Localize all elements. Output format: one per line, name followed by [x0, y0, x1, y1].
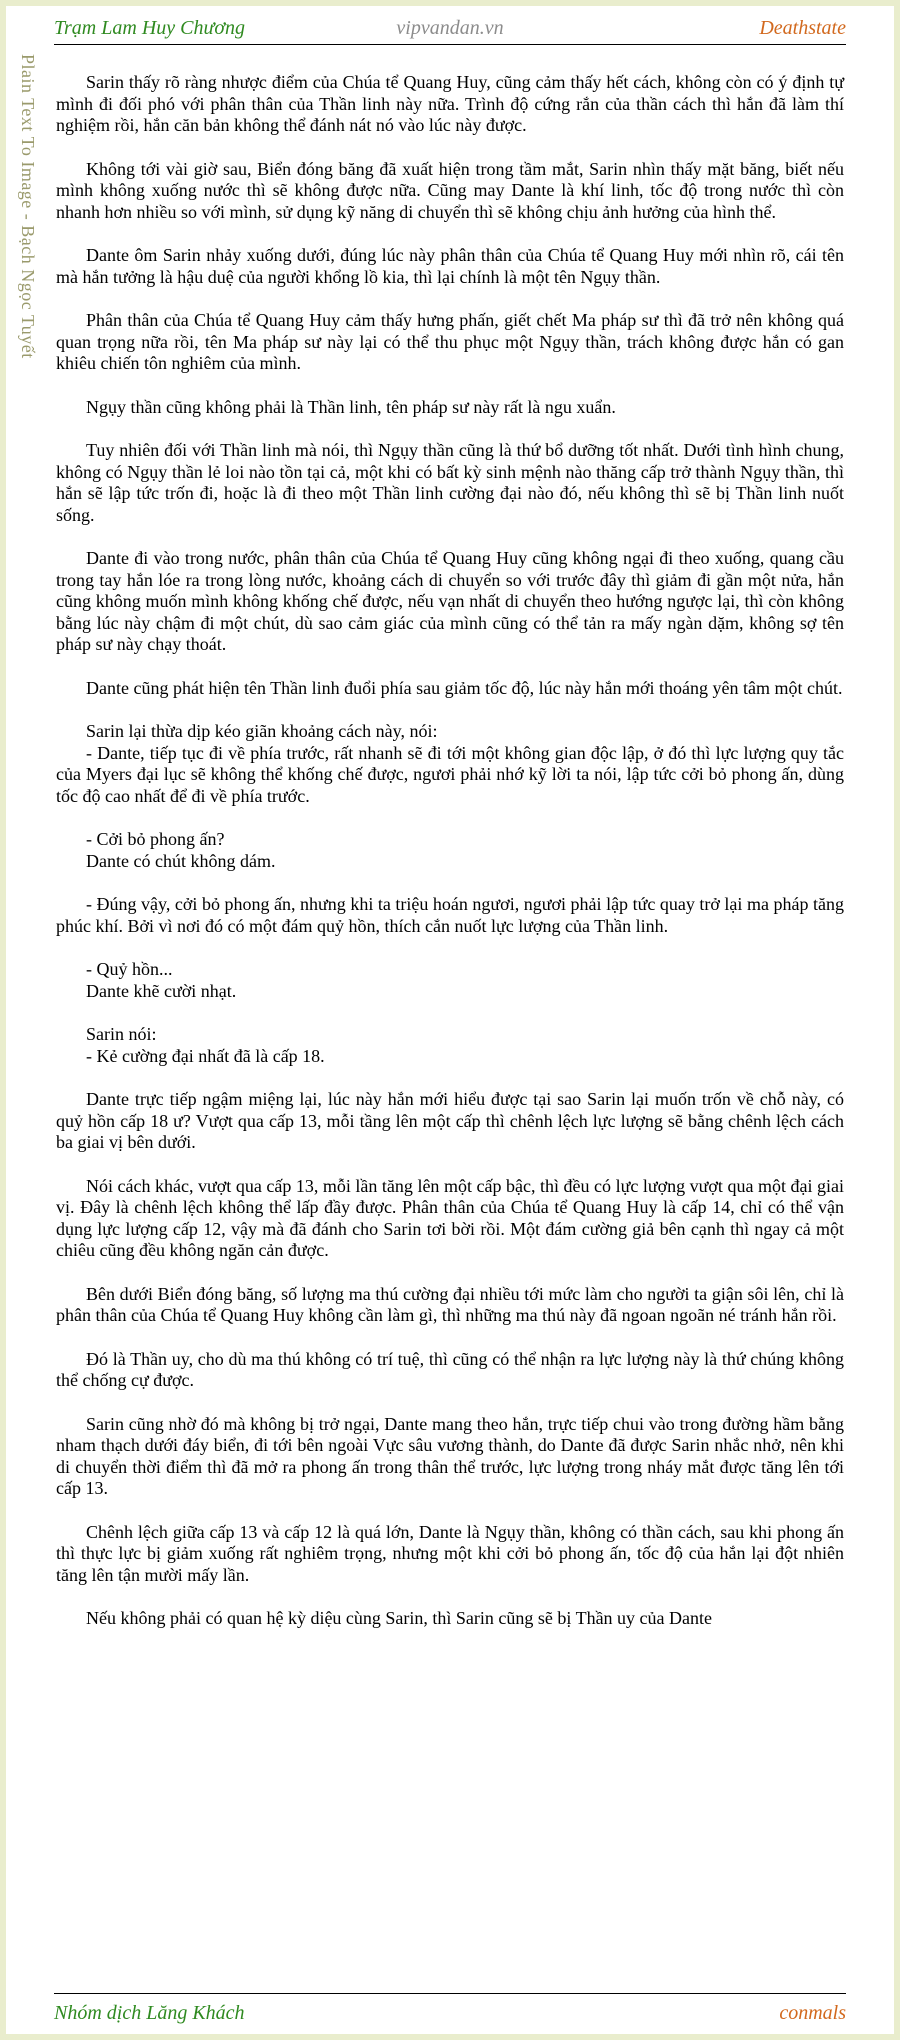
side-watermark — [18, 54, 38, 774]
paragraph: Ngụy thần cũng không phải là Thần linh, tên pháp sư này rất là ngu xuẩn. — [86, 396, 616, 417]
page-header — [54, 8, 846, 45]
header-author: Deathstate — [759, 17, 846, 39]
dialogue-block — [56, 829, 844, 872]
paragraph: Đó là Thần uy, cho dù ma thú không có trí tuệ, thì cũng có thể nhận ra lực lượng này là thứ chúng không thể chống cự được. — [56, 1348, 844, 1390]
chapter-content — [56, 72, 844, 1652]
dialogue-line: Sarin nói: — [86, 1024, 157, 1044]
dialogue-line: - Quỷ hồn... — [86, 959, 173, 979]
paragraph: Nói cách khác, vượt qua cấp 13, mỗi lần tăng lên một cấp bậc, thì đều có lực lượng vượt qua một đại giai vị. Đây là chênh lệch không thể lấp đầy được. Phân thân của Chúa tể Quang Huy là cấp 14, chỉ có thể vận dụng lực lượng cấp 12, vậy mà đã đánh cho Sarin tơi bời rồi. Một đám cường giả bên cạnh thì ngay cả một chiêu cũng đều không ngăn cản được. — [56, 1175, 844, 1260]
paragraph: Dante cũng phát hiện tên Thần linh đuổi phía sau giảm tốc độ, lúc này hắn mới thoáng yên tâm một chút. — [86, 677, 843, 698]
paragraph: Nếu không phải có quan hệ kỳ diệu cùng Sarin, thì Sarin cũng sẽ bị Thần uy của Dante — [86, 1608, 713, 1628]
dialogue-line: - Kẻ cường đại nhất đã là cấp 18. — [86, 1045, 325, 1066]
paragraph: Dante đi vào trong nước, phân thân của Chúa tể Quang Huy cũng không ngại đi theo xuống, quang cầu trong tay hắn lóe ra trong lòng nước, khoảng cách di chuyển so với trước đây thì giảm đi gần một nửa, hắn cũng không muốn mình không khống chế được, nếu vạn nhất di chuyển theo hướng ngược lại, thì còn không bằng lúc này chậm đi một chút, dù sao cảm giác của mình cũng có thể tản ra mấy ngàn dặm, không sợ tên pháp sư này chạy thoát. — [56, 548, 844, 654]
paragraph: Dante trực tiếp ngậm miệng lại, lúc này hắn mới hiểu được tại sao Sarin lại muốn trốn về chỗ này, có quỷ hồn cấp 18 ư? Vượt qua cấp 13, mỗi tầng lên một cấp thì chênh lệch lực lượng sẽ bằng chênh lệch cách ba giai vị bên dưới. — [56, 1089, 844, 1152]
header-site-title: Trạm Lam Huy Chương — [54, 17, 246, 39]
dialogue-line: Sarin lại thừa dịp kéo giãn khoảng cách này, nói: — [86, 721, 438, 741]
paragraph: Dante ôm Sarin nhảy xuống dưới, đúng lúc này phân thân của Chúa tể Quang Huy mới nhìn rõ, cái tên mà hắn tưởng là hậu duệ của người khổng lồ kia, thì lại chính là một tên Ngụy thần. — [56, 245, 844, 287]
paragraph: Chênh lệch giữa cấp 13 và cấp 12 là quá lớn, Dante là Ngụy thần, không có thần cách, sau khi phong ấn thì thực lực bị giảm xuống rất nghiêm trọng, nhưng một khi cởi bỏ phong ấn, tốc độ của hắn lại đột nhiên tăng lên tận mười mấy lần. — [56, 1521, 844, 1585]
dialogue-block — [56, 959, 844, 1002]
dialogue-line: Dante khẽ cười nhạt. — [86, 980, 237, 1001]
paragraph: Sarin thấy rõ ràng nhược điểm của Chúa tể Quang Huy, cũng cảm thấy hết cách, không còn có ý định tự mình đi đối phó với phân thân của Thần linh này nữa. Trình độ cứng rắn của thần cách thì hắn đã làm thí nghiệm rồi, hắn căn bản không thể đánh nát nó vào lúc này được. — [56, 72, 844, 135]
footer-translator-group: Nhóm dịch Lăng Khách — [54, 2002, 245, 2024]
dialogue-line: - Dante, tiếp tục đi về phía trước, rất nhanh sẽ đi tới một không gian độc lập, ở đó thì lực lượng quy tắc của Myers đại lục sẽ không thể khống chế được, ngươi phải nhớ kỹ lời ta nói, lập tức cởi bỏ phong ấn, dùng tốc độ cao nhất để đi về phía trước. — [56, 742, 844, 806]
paragraph: Tuy nhiên đối với Thần linh mà nói, thì Ngụy thần cũng là thứ bổ dưỡng tốt nhất. Dưới tình hình chung, không có Ngụy thần lẻ loi nào tồn tại cả, một khi có bất kỳ sinh mệnh nào thăng cấp trở thành Ngụy thần, thì hắn sẽ lập tức trốn đi, hoặc là đi theo một Thần linh cường đại nào đó, nếu không thì sẽ bị Thần linh nuốt sống. — [56, 440, 844, 525]
header-website: vipvandan.vn — [396, 17, 504, 39]
dialogue-block — [56, 894, 844, 937]
dialogue-line: - Cởi bỏ phong ấn? — [86, 829, 225, 849]
paragraph: Không tới vài giờ sau, Biển đóng băng đã xuất hiện trong tầm mắt, Sarin nhìn thấy mặt băng, biết nếu mình không xuống nước thì sẽ không được nữa. Cũng may Dante là khí linh, tốc độ trong nước thì còn nhanh hơn nhiều so với mình, sử dụng kỹ năng di chuyển thì sẽ không chịu ảnh hưởng của hình thể. — [56, 158, 844, 222]
side-watermark-text: Plain Text To Image - Bạch Ngọc Tuyết — [18, 54, 38, 359]
page — [6, 6, 894, 2034]
footer-editor: conmals — [779, 2002, 846, 2024]
dialogue-block — [56, 721, 844, 807]
dialogue-block — [56, 1024, 844, 1067]
dialogue-line: Dante có chút không dám. — [86, 850, 276, 871]
page-footer — [54, 1993, 846, 2030]
dialogue-line: - Đúng vậy, cởi bỏ phong ấn, nhưng khi ta triệu hoán ngươi, ngươi phải lập tức quay trở lại ma pháp tăng phúc khí. Bởi vì nơi đó có một đám quỷ hồn, thích cắn nuốt lực lượng của Thần linh. — [56, 894, 844, 936]
paragraph: Phân thân của Chúa tể Quang Huy cảm thấy hưng phấn, giết chết Ma pháp sư thì đã trở nên không quá quan trọng nữa rồi, tên Ma pháp sư này lại có thể thu phục một Ngụy thần, trách không được hắn có gan khiêu chiến tôn nghiêm của mình. — [56, 310, 844, 373]
paragraph: Bên dưới Biển đóng băng, số lượng ma thú cường đại nhiều tới mức làm cho người ta giận sôi lên, chỉ là phân thân của Chúa tể Quang Huy không cần làm gì, thì những ma thú này đã ngoan ngoãn né tránh hắn rồi. — [56, 1283, 844, 1325]
paragraph: Sarin cũng nhờ đó mà không bị trở ngại, Dante mang theo hắn, trực tiếp chui vào trong đường hầm bằng nham thạch dưới đáy biển, đi tới bên ngoài Vực sâu vương thành, do Dante đã được Sarin nhắc nhở, nên khi di chuyển thời điểm thì đã mở ra phong ấn trong thân thể trước, lực lượng trong nháy mắt được tăng lên tới cấp 13. — [56, 1413, 844, 1498]
